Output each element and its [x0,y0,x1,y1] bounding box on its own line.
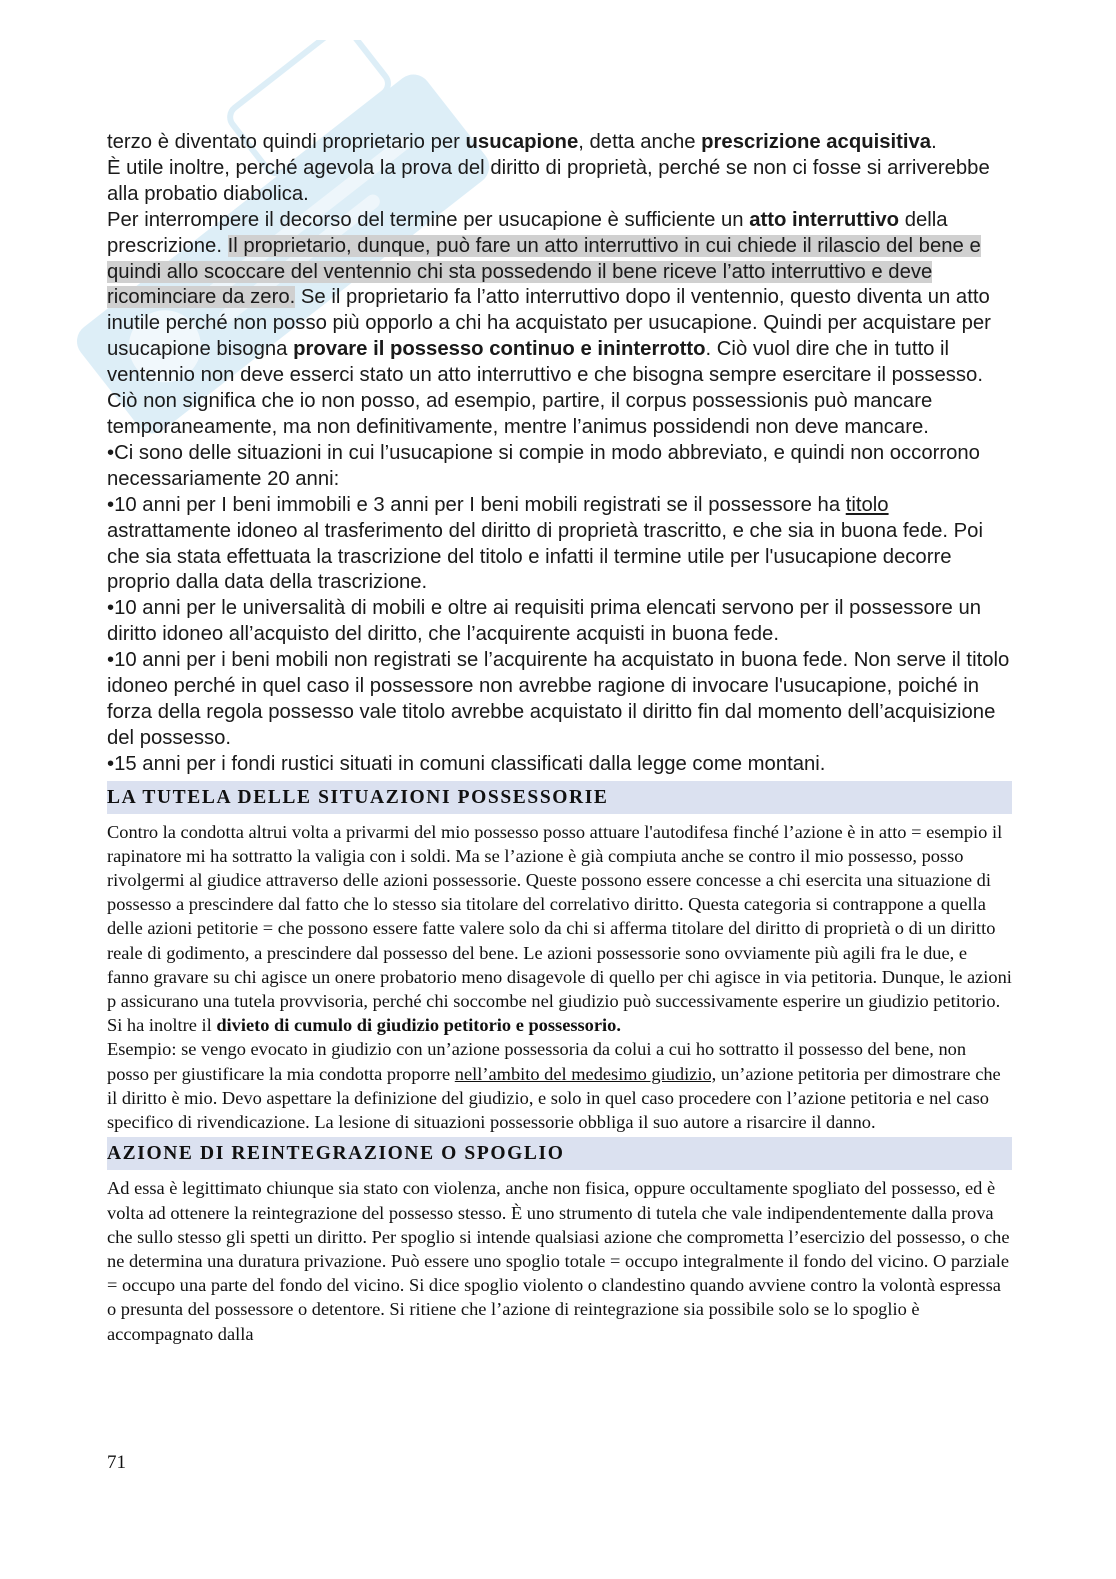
text-run: un’azione petitoria per dimostrare che il diritto è mio. Devo aspettare la definizione del giudizio, e solo in quel caso procedere con l’azione petitoria e nel caso specifico di rivendicazione. La lesione di situazioni possessorie obbliga il suo autore a risarcire il danno. [107,1063,1001,1133]
paragraph [107,208,1012,441]
paragraph [107,130,1012,156]
bullet-item [107,493,1012,597]
bullet-item: •10 anni per i beni mobili non registrati se l’acquirente ha acquistato in buona fede. Non serve il titolo idoneo perché in quel caso il possessore non avrebbe ragione di invocare l'usucapione, poiché in forza della regola possesso vale titolo avrebbe acquistato il diritto fin dal momento dell’acquisizione del possesso. [107,649,1010,749]
bullet-item: •Ci sono delle situazioni in cui l’usucapione si compie in modo abbreviato, e quindi non occorrono necessariamente 20 anni: [107,441,980,490]
text-run: Contro la condotta altrui volta a privarmi del mio possesso posso attuare l'autodifesa finché l’azione è in atto = esempio il rapinatore mi ha sottratto la valigia con i soldi. Ma se l’azione è già compiuta anche se contro il mio possesso, posso rivolgermi al giudice attraverso delle azioni possessorie. Queste possono essere concesse a chi esercita una situazione di possesso a prescindere dal fatto che lo stesso sia titolare del correlativo diritto. Questa categoria si contrappone a quella delle azioni petitorie = che possono essere fatte valere solo da chi si afferma titolare del diritto di proprietà o di un diritto reale di godimento, a prescindere dal possesso del bene. Le azioni possessorie sono ovviamente più agili fra le due, e fanno gravare su chi agisce un onere probatorio meno disagevole di quello per chi agisce in via petitoria. Dunque, le azioni p assicurano una tutela provvisoria, perché chi soccombe nel giudizio può successivamente esperire un giudizio petitorio. Si ha inoltre il [107,821,1012,1036]
text-run: della prescrizione. [107,208,948,257]
bold-term: atto interruttivo [749,208,900,231]
bold-term: provare il possesso continuo e ininterrotto [293,338,706,361]
section-tutela [107,820,1012,1135]
bullet-item: •15 anni per i fondi rustici situati in comuni classificati dalla legge come montani. [107,752,826,775]
page-number: 71 [107,1452,126,1473]
text-run: astrattamente idoneo al trasferimento del diritto di proprietà trascritto, e che sia in buona fede. Poi che sia stata effettuata la trascrizione del titolo e infatti il termine utile per l'usucapione decorre proprio dalla data della trascrizione. [107,519,983,594]
text-run: Se il proprietario fa l’atto interruttivo dopo il ventennio, questo diventa un atto inutile perché non posso più opporlo a chi ha acquistato per usucapione. Quindi per acquistare per usucapione bisogna [107,286,991,361]
section-heading: LA TUTELA DELLE SITUAZIONI POSSESSORIE [107,781,1012,814]
bullet-item: •10 anni per le universalità di mobili e oltre ai requisiti prima elencati servono per il possessore un diritto idoneo all’acquisto del diritto, che l’acquirente acquisti in buona fede. [107,597,982,646]
section-heading: AZIONE DI REINTEGRAZIONE O SPOGLIO [107,1137,1012,1170]
page-content [107,130,1012,1346]
underlined-term: nell’ambito del medesimo giudizio, [454,1063,717,1084]
section-reintegrazione [107,1176,1012,1345]
text-run: Per interrompere il decorso del termine per usucapione è sufficiente un [107,208,750,231]
text-run: . [931,131,937,153]
bold-term: usucapione [465,131,579,153]
paragraph: È utile inoltre, perché agevola la prova del diritto di proprietà, perché se non ci fosse si arriverebbe alla probatio diabolica. [107,156,990,205]
underlined-term: titolo [845,493,889,516]
highlighted-text: Il proprietario, dunque, può fare un atto interruttivo in cui chiede il rilascio del bene e quindi allo scoccare del ventennio chi sta possedendo il bene riceve l’atto interruttivo e deve ricominciare da zero. [107,234,981,309]
text-run: •10 anni per I beni immobili e 3 anni per I beni mobili registrati se il possessore ha [107,493,846,516]
text-run: . Ciò vuol dire che in tutto il ventennio non deve esserci stato un atto interruttivo e che bisogna sempre esercitare il possesso. Ciò non significa che io non posso, ad esempio, partire, il corpus possessionis può mancare temporaneamente, ma non definitivamente, mentre l’animus possidendi non deve mancare. [107,338,983,438]
paragraph: Ad essa è legittimato chiunque sia stato con violenza, anche non fisica, oppure occultamente spogliato del possesso, ed è volta ad ottenere la reintegrazione del possesso stesso. È uno strumento di tutela che vale indipendentemente dalla prova che sullo stesso gli spetti un diritto. Per spoglio si intende qualsiasi azione che comprometta l’esercizio del possesso, o che ne determina una duratura privazione. Può essere uno spoglio totale = occupo integralmente il fondo del vicino. O parziale = occupo una parte del fondo del vicino. Si dice spoglio violento o clandestino quando avviene contro la volontà espressa o presunta del possessore o detentore. Si ritiene che l’azione di reintegrazione sia possibile solo se lo spoglio è accompagnato dalla [107,1178,1010,1344]
text-run: terzo è diventato quindi proprietario per [107,131,466,153]
text-run: Esempio: se vengo evocato in giudizio con un’azione possessoria da colui a cui ho sottratto il possesso del bene, non posso per giustificare la mia condotta proporre [107,1039,967,1084]
bold-term: prescrizione acquisitiva [701,131,932,153]
paragraph [107,1037,1012,1134]
section-usucapione [107,130,1012,778]
paragraph [107,820,1012,1038]
text-run: , detta anche [578,131,702,153]
bold-term: divieto di cumulo di giudizio petitorio e possessorio. [216,1015,621,1036]
